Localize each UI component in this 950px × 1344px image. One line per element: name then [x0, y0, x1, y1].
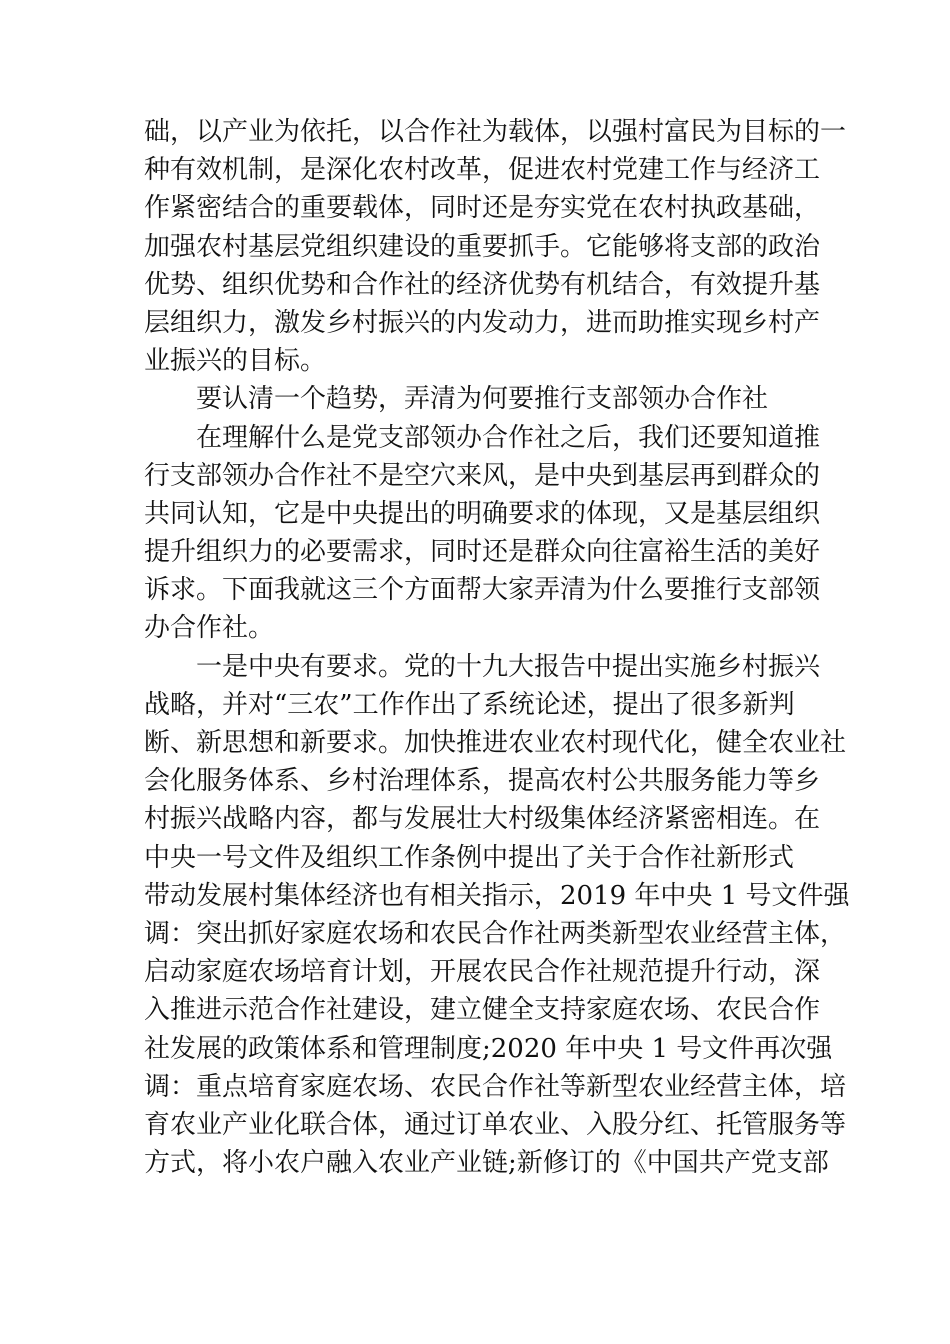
text-line: 带动发展村集体经济也有相关指示，2019 年中央 1 号文件强 — [144, 880, 850, 911]
text-line: 断、新思想和新要求。加快推进农业农村现代化，健全农业社 — [144, 728, 847, 758]
text-line: 育农业产业化联合体，通过订单农业、入股分红、托管服务等 — [144, 1109, 847, 1140]
text-line: 提升组织力的必要需求，同时还是群众向往富裕生活的美好 — [144, 537, 821, 568]
text-line: 业振兴的目标。 — [144, 346, 327, 377]
text-line: 作紧密结合的重要载体，同时还是夯实党在农村执政基础， — [144, 193, 821, 224]
text-line: 办合作社。 — [144, 613, 275, 644]
paragraph-first-line: 在理解什么是党支部领办合作社之后，我们还要知道推 — [196, 422, 821, 453]
text-line: 础，以产业为依托，以合作社为载体，以强村富民为目标的一 — [144, 117, 847, 147]
text-line: 加强农村基层党组织建设的重要抓手。它能够将支部的政治 — [144, 231, 821, 262]
text-line: 行支部领办合作社不是空穴来风，是中央到基层再到群众的 — [144, 460, 821, 491]
paragraph-first-line: 一是中央有要求。党的十九大报告中提出实施乡村振兴 — [196, 651, 821, 682]
text-line: 启动家庭农场培育计划，开展农民合作社规范提升行动，深 — [144, 957, 821, 988]
text-line: 会化服务体系、乡村治理体系，提高农村公共服务能力等乡 — [144, 766, 821, 797]
text-line: 调：重点培育家庭农场、农民合作社等新型农业经营主体，培 — [144, 1071, 847, 1102]
text-line: 中央一号文件及组织工作条例中提出了关于合作社新形式 — [144, 842, 795, 873]
text-line: 诉求。下面我就这三个方面帮大家弄清为什么要推行支部领 — [144, 575, 821, 606]
text-line: 种有效机制，是深化农村改革，促进农村党建工作与经济工 — [144, 155, 821, 186]
text-line: 层组织力，激发乡村振兴的内发动力，进而助推实现乡村产 — [144, 307, 821, 338]
text-line: 优势、组织优势和合作社的经济优势有机结合，有效提升基 — [144, 269, 821, 300]
text-line: 社发展的政策体系和管理制度;2020 年中央 1 号文件再次强 — [144, 1033, 833, 1064]
section-heading: 要认清一个趋势，弄清为何要推行支部领办合作社 — [196, 384, 769, 415]
text-line: 战略，并对“三农”工作作出了系统论述，提出了很多新判 — [144, 689, 795, 720]
text-line: 入推进示范合作社建设，建立健全支持家庭农场、农民合作 — [144, 995, 821, 1026]
text-line: 方式，将小农户融入农业产业链;新修订的《中国共产党支部 — [144, 1148, 829, 1179]
text-line: 村振兴战略内容，都与发展壮大村级集体经济紧密相连。在 — [144, 804, 821, 835]
document-body — [144, 113, 850, 1182]
text-line: 调：突出抓好家庭农场和农民合作社两类新型农业经营主体， — [144, 918, 847, 949]
text-line: 共同认知，它是中央提出的明确要求的体现，又是基层组织 — [144, 498, 821, 529]
